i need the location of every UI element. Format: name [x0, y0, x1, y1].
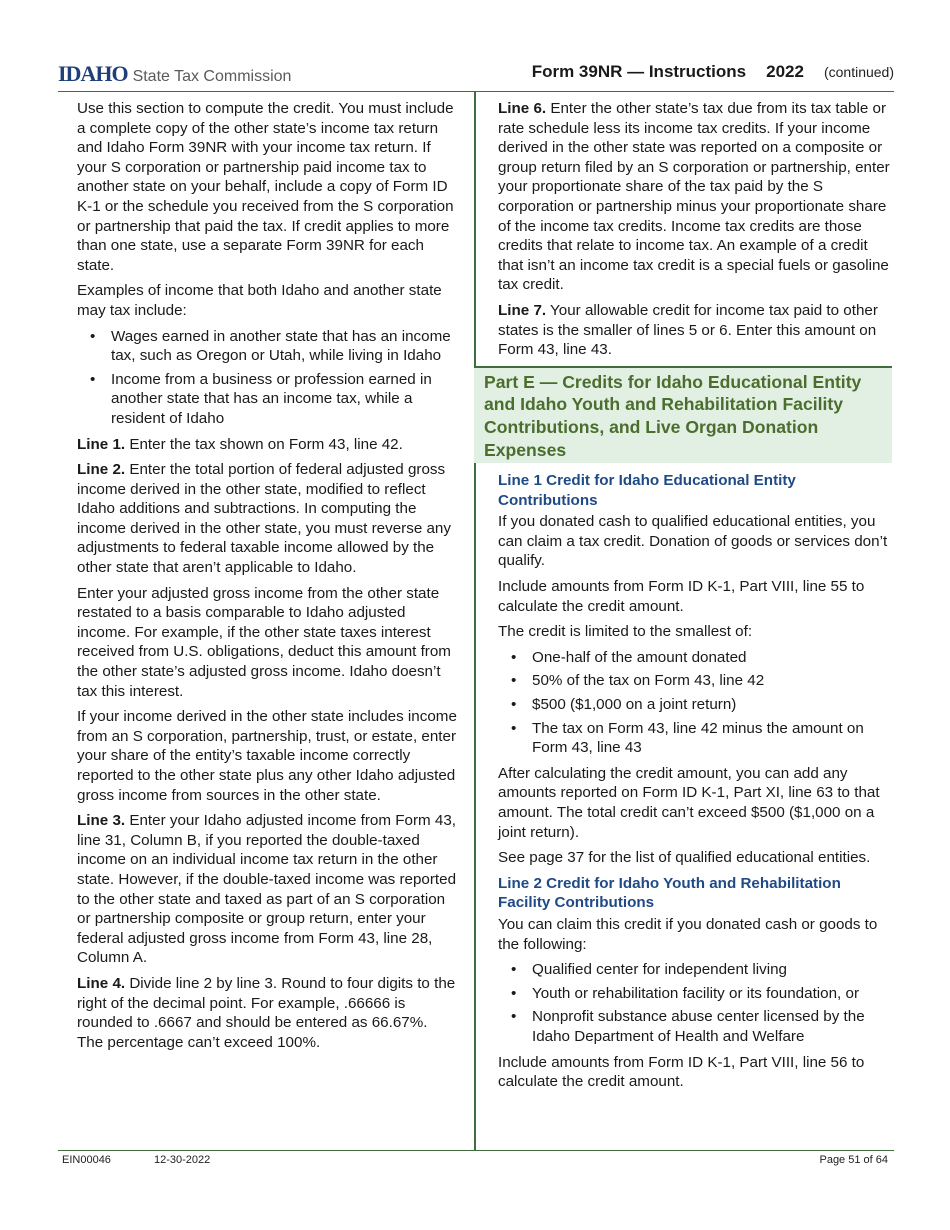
educational-donation-paragraph: If you donated cash to qualified educational entities, you can claim a tax credit. Donation of goods or services don’t qualify.	[498, 513, 888, 570]
see-page-paragraph: See page 37 for the list of qualified educational entities.	[498, 849, 871, 867]
line7-label: Line 7.	[498, 301, 547, 319]
intro-paragraph: Use this section to compute the credit. You must include a complete copy of the other state’s income tax return and Idaho Form 39NR with your income tax return. If your S corporation or partnership paid income tax to another state on your behalf, include a copy of Form ID K-1 or the schedule you received from the S corporation or partnership that paid the tax. If credit applies to more than one state, use a separate Form 39NR for each state.	[77, 100, 454, 274]
k1-line56-paragraph: Include amounts from Form ID K-1, Part VIII, line 56 to calculate the credit amount.	[498, 1053, 865, 1091]
line3-paragraph	[77, 811, 457, 968]
line1-paragraph	[77, 435, 457, 455]
after-calculating-paragraph: After calculating the credit amount, you can add any amounts reported on Form ID K-1, Part XI, line 63 to that amount. The total credit can’t exceed $500 ($1,000 on a joint return).	[498, 764, 880, 841]
k1-line55-paragraph: Include amounts from Form ID K-1, Part VIII, line 55 to calculate the credit amount.	[498, 578, 865, 615]
agency-logo	[58, 61, 291, 87]
list-item: • Wages earned in another state that has an income tax, such as Oregon or Utah, while living in Idaho	[111, 327, 457, 366]
line2-label: Line 2.	[77, 461, 126, 479]
line1-credit-subheading: Line 1 Credit for Idaho Educational Entity Contributions	[498, 472, 796, 509]
list-item: • $500 ($1,000 on a joint return)	[532, 695, 894, 715]
footer-rule	[58, 1150, 894, 1151]
column-divider	[474, 92, 476, 1150]
line4-text: Divide line 2 by line 3. Round to four digits to the right of the decimal point. For example, .66666 is rounded to .6667 and should be entered as 66.67%. The percentage can’t exceed 100%.	[77, 974, 456, 1051]
credit-limit-list	[498, 648, 894, 758]
line6-label: Line 6.	[498, 100, 547, 117]
form-title: Form 39NR — Instructions	[531, 62, 747, 81]
line2-paragraph	[77, 460, 457, 578]
left-column	[77, 99, 457, 1058]
agency-name: State Tax Commission	[132, 68, 292, 85]
s-corp-paragraph: If your income derived in the other state includes income from an S corporation, partnership, trust, or estate, enter your share of the entity’s taxable income correctly reported to the other state plus any other Idaho adjusted gross income from sources in the other state.	[77, 708, 457, 804]
line3-text: Enter your Idaho adjusted income from Form 43, line 31, Column B, if you reported the double-taxed income on an individual income tax return in the other state. However, if the double-taxed income was reported to the other state and taxed as part of an S corporation or partnership composite or group return, enter your federal adjusted gross income from Form 43, line 28, Column A.	[77, 812, 457, 967]
list-item: • Qualified center for independent living	[532, 960, 894, 980]
adjusted-income-paragraph: Enter your adjusted gross income from the other state restated to a basis comparable to Idaho adjusted income. For example, if the other state taxes interest received from U.S. obligations, deduct this amount from the other state’s adjusted gross income. Idaho doesn’t tax this interest.	[77, 584, 451, 700]
form-title-group	[532, 62, 894, 82]
page-header	[58, 58, 894, 92]
examples-list	[77, 327, 457, 429]
line1-label: Line 1.	[77, 435, 126, 453]
continued-label: (continued)	[823, 64, 894, 80]
line7-paragraph	[498, 301, 894, 360]
idaho-logo-mark: IDAHO	[58, 61, 128, 86]
youth-facility-paragraph: You can claim this credit if you donated cash or goods to the following:	[498, 915, 878, 953]
line4-label: Line 4.	[77, 974, 126, 992]
list-item: • Youth or rehabilitation facility or its foundation, or	[532, 984, 894, 1004]
list-item: • Income from a business or profession earned in another state that has an income tax, while a resident of Idaho	[111, 370, 457, 429]
line3-label: Line 3.	[77, 812, 126, 830]
line6-text: Enter the other state’s tax due from its tax table or rate schedule less its income tax credits. If your income derived in the other state was reported on a composite or group return filed by an S corporation or partnership, enter your proportionate share of the tax paid by the S corporation or partnership minus your proportionate share of the income tax credits. Income tax credits are those credits that relate to income tax. An example of a credit that isn’t an income tax credit is a special fuels or gasoline tax credit.	[498, 100, 890, 294]
list-item: • Nonprofit substance abuse center licensed by the Idaho Department of Health and Welfare	[532, 1007, 894, 1046]
list-item: • 50% of the tax on Form 43, line 42	[532, 671, 894, 691]
right-column	[484, 99, 894, 1098]
list-item: • One-half of the amount donated	[532, 648, 894, 668]
line6-paragraph	[498, 99, 894, 295]
list-item: • The tax on Form 43, line 42 minus the amount on Form 43, line 43	[532, 719, 894, 758]
line4-paragraph	[77, 974, 457, 1052]
examples-paragraph: Examples of income that both Idaho and another state may tax include:	[77, 282, 442, 319]
header-rule	[58, 91, 894, 92]
line2-credit-subheading: Line 2 Credit for Idaho Youth and Rehabilitation Facility Contributions	[498, 874, 841, 912]
qualifying-recipients-list	[498, 960, 894, 1046]
form-year: 2022	[766, 62, 804, 81]
revision-date: 12-30-2022	[154, 1154, 211, 1166]
form-code: EIN00046	[62, 1154, 111, 1166]
line7-text: Your allowable credit for income tax paid to other states is the smaller of lines 5 or 6. Enter this amount on Form 43, line 43.	[498, 301, 878, 359]
credit-limit-paragraph: The credit is limited to the smallest of:	[498, 623, 753, 641]
line2-text: Enter the total portion of federal adjusted gross income derived in the other state, modified to reflect Idaho additions and subtractions. In computing the income derived in the other state, you must reverse any adjustments to federal taxable income allowed by the other state that aren’t applicable to Idaho.	[77, 461, 451, 577]
line1-text: Enter the tax shown on Form 43, line 42.	[125, 435, 403, 453]
page-number: Page 51 of 64	[819, 1154, 888, 1166]
part-e-heading: Part E — Credits for Idaho Educational Entity and Idaho Youth and Rehabilitation Facility Contributions, and Live Organ Donation Expenses	[474, 366, 892, 463]
